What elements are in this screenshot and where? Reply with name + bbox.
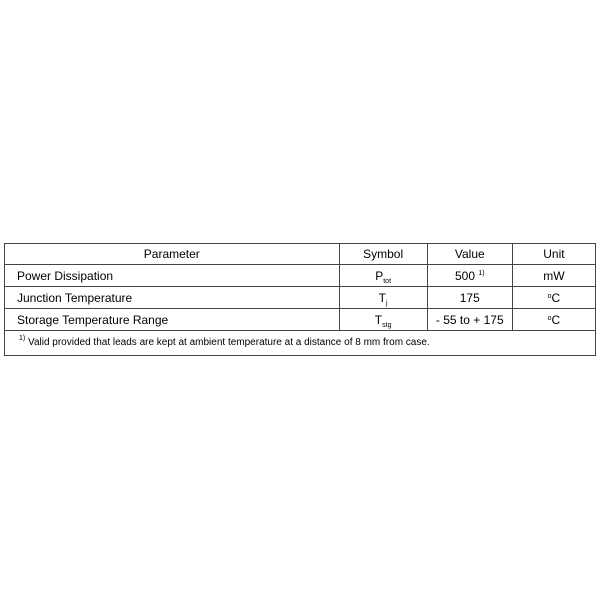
unit-degree: o <box>547 314 552 322</box>
symbol-main: T <box>378 290 387 305</box>
ratings-table <box>4 243 596 356</box>
value-cell <box>427 309 512 331</box>
symbol-cell <box>339 265 427 287</box>
unit-text: C <box>551 312 561 327</box>
value-text: 500 <box>454 268 475 283</box>
symbol-main: P <box>375 268 384 283</box>
parameter-cell: Junction Temperature <box>5 287 340 309</box>
unit-text: C <box>551 290 561 305</box>
unit-cell <box>512 287 595 309</box>
parameter-cell: Power Dissipation <box>5 265 340 287</box>
symbol-subscript: j <box>386 299 388 307</box>
value-footnote-marker: 1) <box>478 269 485 277</box>
symbol-cell <box>339 287 427 309</box>
symbol-main: T <box>374 312 383 327</box>
table-row <box>5 265 596 287</box>
footnote-cell <box>5 331 596 356</box>
symbol-subscript: tot <box>383 277 392 285</box>
table-header-row <box>5 244 596 265</box>
footnote-text: Valid provided that leads are kept at ambient temperature at a distance of 8 mm from case. <box>28 337 430 348</box>
value-text: - 55 to + 175 <box>435 312 504 327</box>
table-row <box>5 309 596 331</box>
unit-cell <box>512 309 595 331</box>
parameter-cell: Storage Temperature Range <box>5 309 340 331</box>
value-cell <box>427 265 512 287</box>
header-symbol: Symbol <box>339 244 427 265</box>
header-parameter: Parameter <box>5 244 340 265</box>
unit-cell <box>512 265 595 287</box>
header-value: Value <box>427 244 512 265</box>
value-text: 175 <box>459 290 480 305</box>
table-row <box>5 287 596 309</box>
value-cell <box>427 287 512 309</box>
symbol-cell <box>339 309 427 331</box>
footnote-marker: 1) <box>19 335 26 342</box>
symbol-subscript: stg <box>382 321 392 329</box>
header-unit: Unit <box>512 244 595 265</box>
unit-text: mW <box>543 268 565 283</box>
unit-degree: o <box>547 292 552 300</box>
footnote-row <box>5 331 596 356</box>
